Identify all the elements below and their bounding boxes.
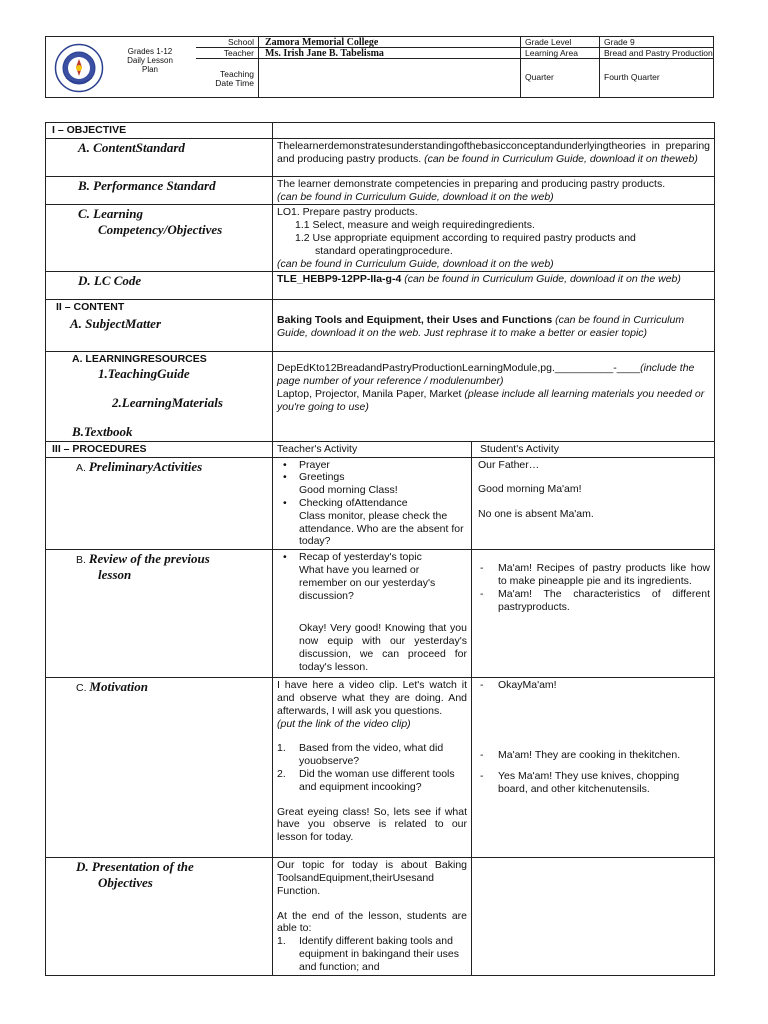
performance-standard-cell (273, 176, 715, 205)
learning-competency-label (46, 205, 273, 272)
learning-materials-value: Laptop, Projector, Manila Paper, Market (277, 387, 462, 400)
student-prayer: Our Father… (478, 458, 540, 471)
teacher-label: Teacher (223, 48, 254, 58)
content-standard-label (46, 138, 273, 176)
grades-line-2: Daily Lesson (127, 56, 173, 66)
motivation-row (46, 678, 715, 858)
video-note: (put the link of the video clip) (277, 717, 411, 730)
review-teacher-cell (273, 550, 472, 678)
student-review-1: - Ma'am! Recipes of pastry products like how to make pineapple pie and its ingredients. (476, 562, 710, 588)
preliminary-label-cell (46, 457, 273, 550)
learning-area-label: Learning Area (525, 48, 578, 58)
lc-code-label (46, 272, 273, 300)
motivation-closing: Great eyeing class! So, lets see if what have you observe is related to our lesson for today. (277, 805, 467, 844)
content-label-cell (46, 300, 273, 352)
motivation-label: Motivation (89, 679, 148, 695)
objective-heading-empty (273, 123, 715, 139)
learning-competency-row (46, 205, 715, 272)
objective-heading-row (46, 123, 715, 139)
content-standard-row (46, 138, 715, 176)
presentation-label-cell (46, 858, 273, 975)
student-greeting: Good morning Ma'am! (478, 483, 582, 496)
preliminary-student-cell (472, 457, 715, 550)
procedures-heading: III – PROCEDURES (46, 441, 273, 457)
performance-standard-row (46, 176, 715, 205)
teaching-guide-note: (include the page number of your reference / modulenumber) (277, 362, 695, 388)
competency-item-2b: standard operatingprocedure. (315, 244, 453, 257)
grade-level-value: Grade 9 (604, 37, 635, 47)
teacher-value: Ms. Irish Jane B. Tabelisma (265, 47, 384, 59)
lo1-text: LO1. Prepare pastry products. (277, 206, 418, 219)
textbook-label: B.Textbook (72, 423, 133, 439)
topic-intro: Our topic for today is about Baking ToolsandEquipment,theirUsesand Function. (277, 859, 467, 897)
learning-competency-cell (273, 205, 715, 272)
recap-item: • Recap of yesterday's topic (277, 551, 467, 564)
performance-standard-text: B. Performance Standard (78, 177, 216, 193)
lc-code-row (46, 272, 715, 300)
objectives-intro: At the end of the lesson, students are able to: (277, 909, 467, 935)
question-1: 1. Based from the video, what did youobserve? (277, 742, 444, 768)
content-standard-cell (273, 138, 715, 176)
review-prefix: B. (76, 554, 86, 567)
review-label-cell (46, 550, 273, 678)
student-motivation-2: - Ma'am! They are cooking in thekitchen. (476, 749, 710, 762)
grade-level-label: Grade Level (525, 37, 572, 47)
attendance-item: • Checking ofAttendance (277, 497, 467, 510)
learning-resources-label: A. LEARNINGRESOURCES (72, 353, 207, 366)
greetings-item: • Greetings (277, 471, 467, 484)
recap-response: Okay! Very good! Knowing that you now equip with our yesterday's discussion, we can proceed for today's lesson. (299, 622, 467, 673)
review-label2: lesson (98, 566, 132, 582)
quarter-value: Fourth Quarter (604, 72, 660, 82)
attendance-text: Class monitor, please check the attendance. Who are the absent for today? (299, 509, 464, 548)
preliminary-teacher-cell (273, 457, 472, 550)
teaching-date-label (196, 70, 254, 89)
learning-area-value: Bread and Pastry Production (604, 48, 713, 58)
performance-standard-value: The learner demonstrate competencies in preparing and producing pastry products. (277, 177, 666, 190)
teacher-activity-header: Teacher's Activity (273, 441, 472, 457)
greeting-text: Good morning Class! (299, 484, 398, 497)
student-activity-header: Student's Activity (472, 441, 715, 457)
subject-matter-note: (can be found in Curriculum Guide, download it on the web. Just rephrase it to make a better or easier topic) (277, 314, 685, 340)
resources-row (46, 352, 715, 441)
learning-competency-text1: C. Learning (78, 206, 144, 222)
competency-item-1: 1.1 Select, measure and weigh requiredingredients. (295, 219, 535, 232)
motivation-teacher-cell (273, 678, 472, 858)
teaching-label-line2: Date Time (215, 78, 254, 89)
grades-label (110, 47, 190, 75)
subject-matter-label: A. SubjectMatter (70, 316, 162, 332)
content-heading: II – CONTENT (56, 301, 125, 314)
content-row (46, 300, 715, 352)
subject-matter-value: Baking Tools and Equipment, their Uses and Functions (277, 314, 553, 327)
teaching-label-line1: Teaching (219, 69, 254, 79)
motivation-student-cell (472, 678, 715, 858)
content-standard-value: Thelearnerdemonstratesunderstandingofthebasicconceptandunderlyingtheories in preparing and producing pastry products. (277, 139, 710, 165)
teaching-guide-label: 1.TeachingGuide (98, 366, 190, 382)
deped-seal-logo (54, 43, 104, 93)
lesson-plan-header (45, 36, 714, 98)
prayer-item: • Prayer (277, 459, 467, 472)
teaching-guide-value: DepEdKto12BreadandPastryProductionLearningModule,pg.__________-____ (277, 362, 641, 375)
competency-item-2: 1.2 Use appropriate equipment according to required pastry products and (295, 231, 636, 244)
presentation-student-cell (472, 858, 715, 975)
resources-cell (273, 352, 715, 441)
review-row (46, 550, 715, 678)
lc-code-value: TLE_HEBP9-12PP-IIa-g-4 (277, 273, 402, 286)
learning-materials-label: 2.LearningMaterials (112, 395, 223, 411)
question-1-text: Based from the video, what did youobserve? (299, 742, 444, 768)
performance-standard-note: (can be found in Curriculum Guide, download it on the web) (277, 190, 554, 203)
review-student-cell (472, 550, 715, 678)
presentation-label1: D. Presentation of the (76, 859, 194, 875)
learning-competency-text2: Competency/Objectives (98, 222, 223, 238)
school-label: School (228, 37, 254, 47)
grades-line-3: Plan (141, 65, 158, 75)
recap-question: What have you learned or remember on our yesterday's discussion? (299, 563, 436, 602)
lc-code-note: (can be found in Curriculum Guide, download it on the web) (404, 273, 681, 286)
presentation-label2: Objectives (98, 874, 153, 890)
preliminary-row (46, 457, 715, 550)
question-2-text: Did the woman use different tools and equipment incooking? (299, 767, 455, 793)
student-review-2: - Ma'am! The characteristics of different pastryproducts. (476, 588, 710, 614)
objective-heading: I – OBJECTIVE (46, 123, 273, 139)
lesson-plan-table (45, 122, 715, 976)
motivation-label-cell (46, 678, 273, 858)
question-2: 2. Did the woman use different tools and equipment incooking? (277, 767, 455, 793)
objective-item-1: 1. Identify different baking tools and equipment in bakingand their uses and function; and (277, 935, 459, 973)
presentation-row (46, 858, 715, 975)
resources-label-cell (46, 352, 273, 441)
subject-matter-cell (273, 300, 715, 352)
presentation-teacher-cell (273, 858, 472, 975)
motivation-prefix: C. (76, 682, 87, 695)
lc-code-text: D. LC Code (78, 273, 142, 289)
content-standard-note: (can be found in Curriculum Guide, download it on theweb) (424, 152, 698, 165)
lc-code-cell (273, 272, 715, 300)
student-attendance: No one is absent Ma'am. (478, 508, 594, 521)
school-value: Zamora Memorial College (265, 37, 379, 48)
performance-standard-label (46, 176, 273, 205)
procedures-heading-row (46, 441, 715, 457)
quarter-label: Quarter (525, 72, 554, 82)
student-motivation-1: - OkayMa'am! (476, 679, 710, 692)
content-standard-text: A. ContentStandard (78, 139, 185, 155)
video-intro: I have here a video clip. Let's watch it and observe what they are doing. And afterwards, I will ask you questions. (277, 679, 467, 717)
review-label1: Review of the previous (88, 551, 210, 567)
student-motivation-3: - Yes Ma'am! They use knives, chopping board, and other kitchenutensils. (476, 770, 710, 796)
objective-item-1-text: Identify different baking tools and equipment in bakingand their uses and function; and (299, 935, 459, 973)
preliminary-label: PreliminaryActivities (88, 458, 203, 474)
competency-note: (can be found in Curriculum Guide, download it on the web) (277, 257, 554, 270)
grades-line-1: Grades 1-12 (127, 47, 173, 56)
learning-materials-note: (please include all learning materials you needed or you're going to use) (277, 387, 705, 413)
preliminary-prefix: A. (76, 461, 86, 474)
